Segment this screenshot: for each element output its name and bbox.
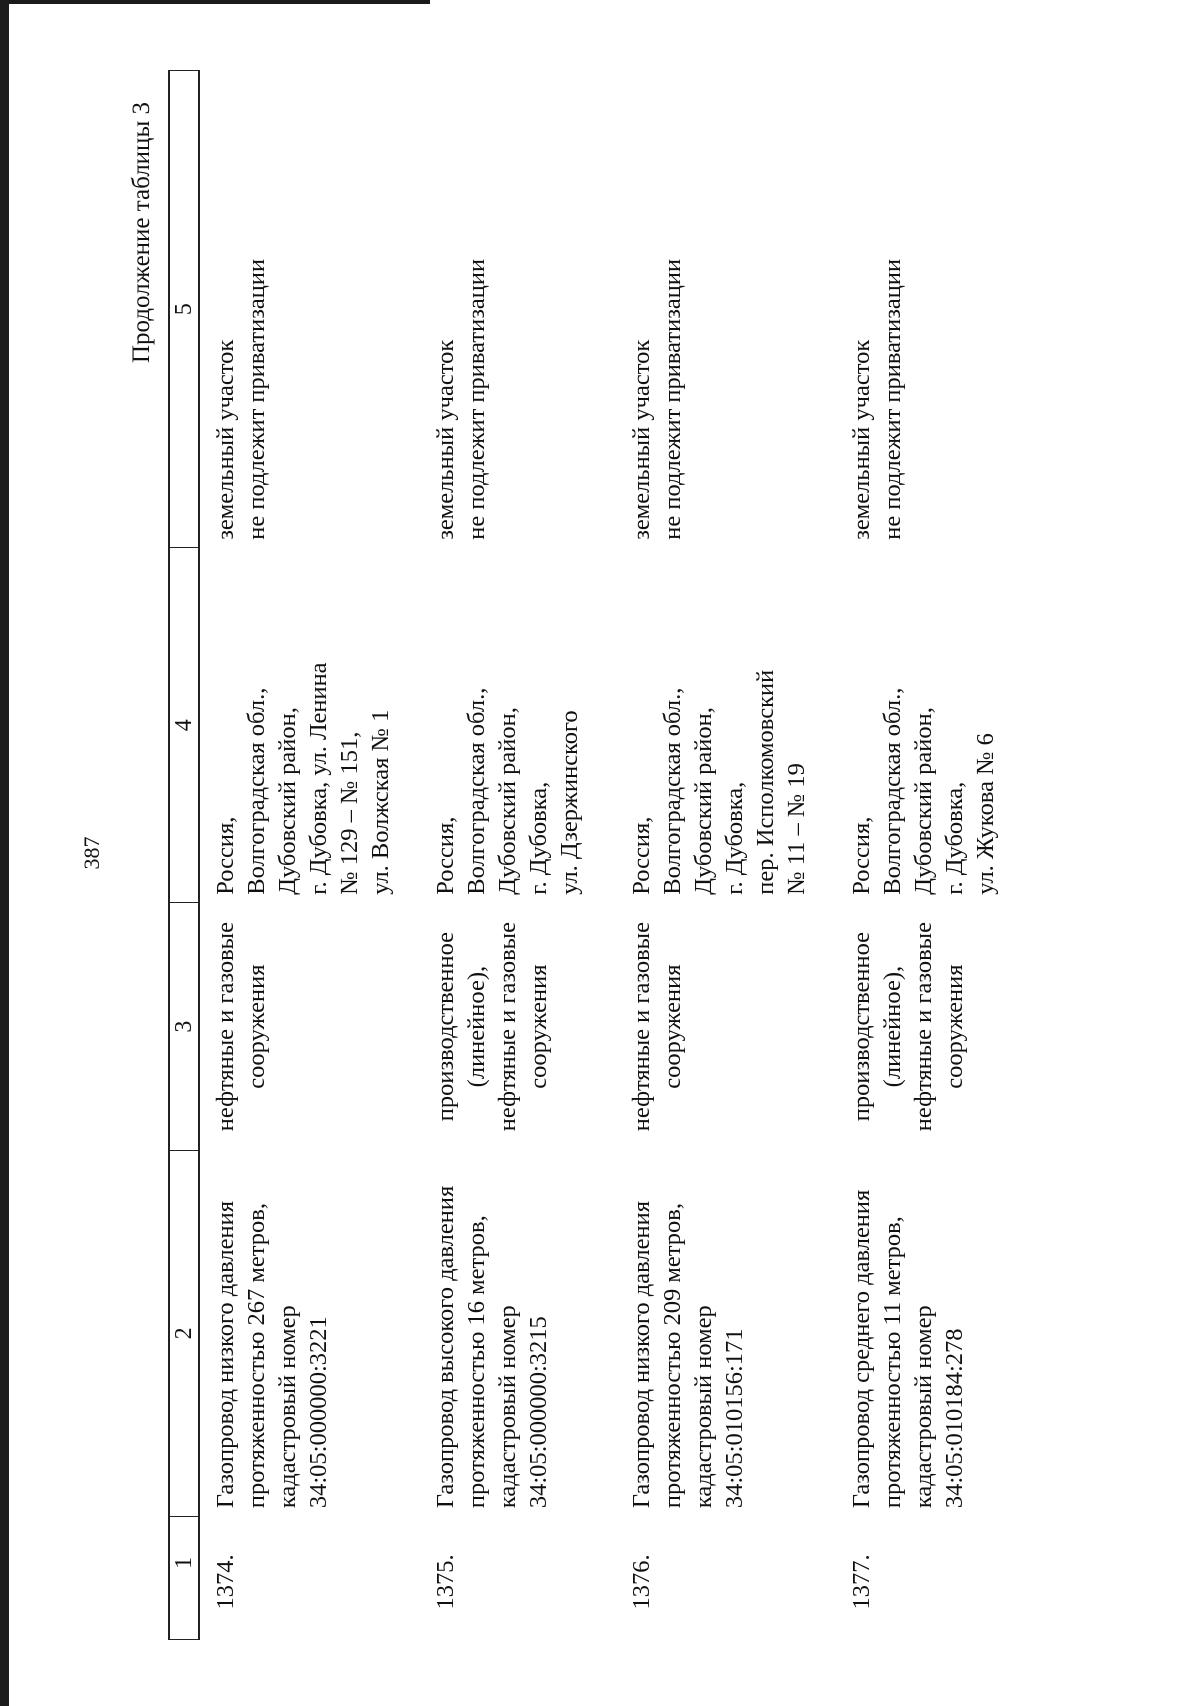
cell-line: г. Дубовка, xyxy=(525,781,552,895)
cell-line: нефтяные и газовые xyxy=(628,921,655,1132)
cell-line: Россия, xyxy=(628,816,655,895)
purpose-cell xyxy=(836,903,1032,1151)
cell-line: Газопровод среднего давления xyxy=(848,1189,875,1509)
column-header-1: 1 xyxy=(169,1516,199,1639)
object-name-cell xyxy=(199,1150,420,1516)
column-header-2: 2 xyxy=(169,1150,199,1516)
row-number-cell: 1374. xyxy=(212,1554,239,1610)
cell-line: г. Дубовка, ул. Ленина xyxy=(305,662,332,895)
cell-line: протяженностью 16 метров, xyxy=(463,1215,490,1509)
cell-line: нефтяные и газовые xyxy=(910,921,937,1132)
cell-line: протяженностью 267 метров, xyxy=(243,1203,270,1509)
cell-line: кадастровый номер xyxy=(494,1305,521,1509)
note-cell xyxy=(420,71,616,548)
cell-line: (линейное), xyxy=(463,965,490,1088)
cell-line: Волгоградская обл., xyxy=(463,687,490,895)
cell-line: № 11 – № 19 xyxy=(783,763,810,895)
scan-edge-top xyxy=(0,0,430,4)
object-name-cell xyxy=(616,1150,836,1516)
cell-line: № 129 – № 151, xyxy=(336,731,363,895)
cell-line: Волгоградская обл., xyxy=(659,687,686,895)
property-table xyxy=(168,70,1032,1640)
note-cell xyxy=(616,71,836,548)
page-number: 387 xyxy=(79,836,104,870)
cell-line: сооружения xyxy=(525,964,552,1089)
row-number-cell: 1376. xyxy=(628,1554,655,1610)
cell-line: Дубовский район, xyxy=(910,707,937,895)
cell-line: Газопровод низкого давления xyxy=(628,1201,655,1509)
column-header-3: 3 xyxy=(169,903,199,1151)
cell-line: производственное xyxy=(848,931,875,1122)
cell-line: земельный участок xyxy=(628,339,655,540)
cell-line: Газопровод высокого давления xyxy=(432,1185,459,1509)
table-row xyxy=(420,71,616,1640)
cell-line: Россия, xyxy=(848,816,875,895)
cell-line: г. Дубовка, xyxy=(941,781,968,895)
note-cell xyxy=(836,71,1032,548)
address-cell xyxy=(616,548,836,903)
cell-line: нефтяные и газовые xyxy=(212,921,239,1132)
cell-line: земельный участок xyxy=(432,339,459,540)
address-cell xyxy=(199,548,420,903)
cell-line: г. Дубовка, xyxy=(721,781,748,895)
cell-line: ул. Жукова № 6 xyxy=(972,733,999,895)
cell-line: земельный участок xyxy=(212,339,239,540)
cell-line: 34:05:010156:171 xyxy=(721,1328,748,1509)
cell-line: сооружения xyxy=(659,964,686,1089)
cell-line: земельный участок xyxy=(848,339,875,540)
object-name-cell xyxy=(420,1150,616,1516)
cell-line: не подлежит приватизации xyxy=(243,258,270,540)
column-header-4: 4 xyxy=(169,548,199,903)
purpose-cell xyxy=(616,903,836,1151)
cell-line: Дубовский район, xyxy=(690,707,717,895)
column-number-row xyxy=(169,71,199,1640)
cell-line: 34:05:000000:3215 xyxy=(525,1316,552,1509)
cell-line: протяженностью 11 метров, xyxy=(879,1216,906,1509)
cell-line: пер. Исполкомовский xyxy=(752,669,779,895)
cell-line: протяженностью 209 метров, xyxy=(659,1203,686,1509)
cell-line: производственное xyxy=(432,931,459,1122)
cell-line: сооружения xyxy=(941,964,968,1089)
cell-line: Россия, xyxy=(432,816,459,895)
address-cell xyxy=(836,548,1032,903)
cell-line: кадастровый номер xyxy=(690,1305,717,1509)
purpose-cell xyxy=(420,903,616,1151)
cell-line: кадастровый номер xyxy=(274,1305,301,1509)
cell-line: 34:05:010184:278 xyxy=(941,1328,968,1509)
rotated-table-block xyxy=(130,70,1190,1640)
cell-line: Дубовский район, xyxy=(274,707,301,895)
cell-line: не подлежит приватизации xyxy=(659,258,686,540)
cell-line: Волгоградская обл., xyxy=(879,687,906,895)
row-number-cell: 1377. xyxy=(848,1554,875,1610)
cell-line: не подлежит приватизации xyxy=(879,258,906,540)
cell-line: Россия, xyxy=(212,816,239,895)
cell-line: (линейное), xyxy=(879,965,906,1088)
row-number-cell: 1375. xyxy=(432,1554,459,1610)
table-row xyxy=(616,71,836,1640)
cell-line: ул. Волжская № 1 xyxy=(367,709,394,895)
cell-line: 34:05:000000:3221 xyxy=(305,1316,332,1509)
object-name-cell xyxy=(836,1150,1032,1516)
cell-line: кадастровый номер xyxy=(910,1305,937,1509)
table-row xyxy=(836,71,1032,1640)
address-cell xyxy=(420,548,616,903)
note-cell xyxy=(199,71,420,548)
scan-edge-left xyxy=(0,0,9,1706)
purpose-cell xyxy=(199,903,420,1151)
cell-line: Волгоградская обл., xyxy=(243,687,270,895)
table-row xyxy=(199,71,420,1640)
table-caption: Продолжение таблицы 3 xyxy=(128,102,155,364)
table-body xyxy=(199,71,1032,1640)
cell-line: Дубовский район, xyxy=(494,707,521,895)
cell-line: нефтяные и газовые xyxy=(494,921,521,1132)
cell-line: сооружения xyxy=(243,964,270,1089)
cell-line: не подлежит приватизации xyxy=(463,258,490,540)
cell-line: Газопровод низкого давления xyxy=(212,1201,239,1509)
cell-line: ул. Дзержинского xyxy=(556,710,583,895)
column-header-5: 5 xyxy=(169,71,199,548)
